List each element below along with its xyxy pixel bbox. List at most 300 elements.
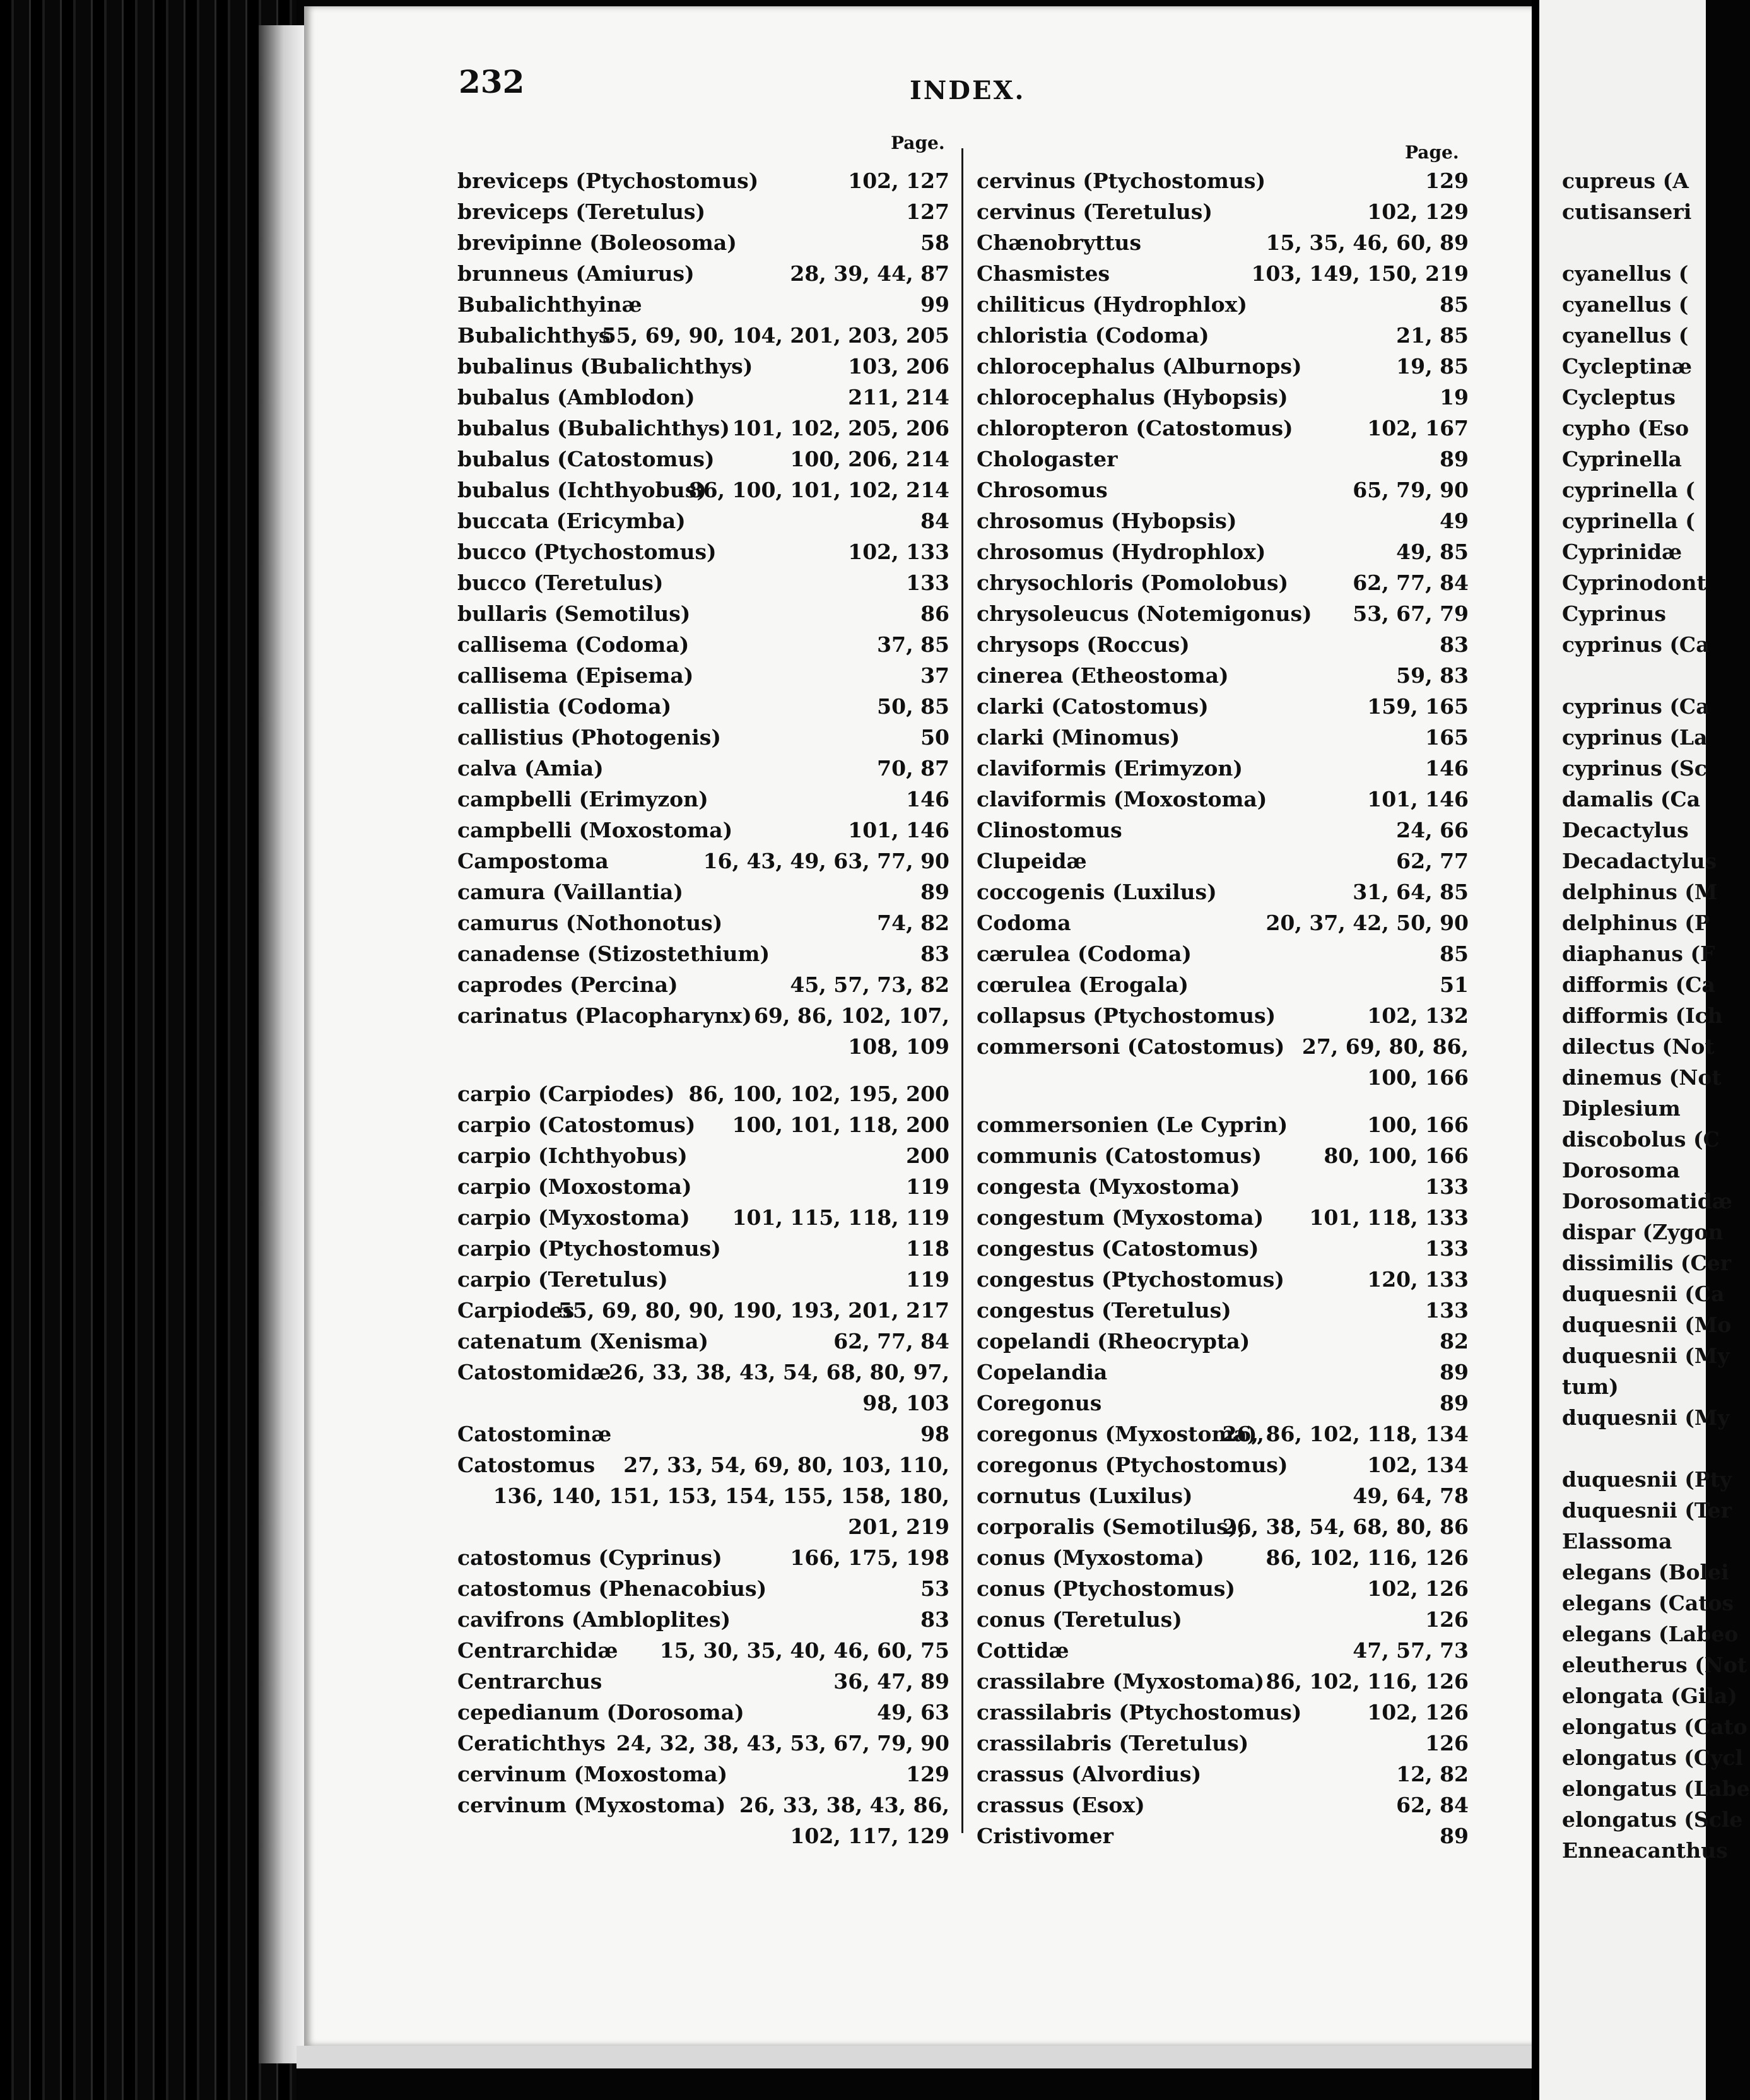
index-entry xyxy=(457,598,949,629)
entry-name: carinatus (Placopharynx) xyxy=(457,1003,752,1028)
next-page-line: damalis (Ca xyxy=(1562,787,1701,811)
next-page-line: Decactylus xyxy=(1562,818,1689,842)
entry-pages: 62, 77, 84 xyxy=(833,1329,949,1354)
entry-pages: 50 xyxy=(920,725,949,750)
entry-name: crassilabris (Ptychostomus) xyxy=(977,1700,1302,1725)
entry-name: copelandi (Rheocrypta) xyxy=(977,1329,1250,1354)
entry-pages: 80, 100, 166 xyxy=(1324,1143,1469,1168)
entry-pages: 159, 165 xyxy=(1367,694,1469,719)
entry-pages: 37, 85 xyxy=(877,632,949,657)
index-entry xyxy=(457,320,949,351)
entry-pages: 31, 64, 85 xyxy=(1353,880,1469,904)
entry-name: claviformis (Moxostoma) xyxy=(977,787,1267,811)
entry-pages: 26, 38, 54, 68, 80, 86 xyxy=(1222,1514,1469,1539)
index-entry xyxy=(457,475,949,505)
index-entry xyxy=(457,846,949,876)
index-entry xyxy=(457,1000,949,1031)
next-page-line: duquesnii (Ter xyxy=(1562,1498,1732,1523)
right-index-column xyxy=(977,165,1469,1851)
entry-pages: 20, 37, 42, 50, 90 xyxy=(1266,911,1469,935)
entry-name: conus (Ptychostomus) xyxy=(977,1576,1236,1601)
entry-pages: 102, 117, 129 xyxy=(790,1824,949,1848)
entry-name: cepedianum (Dorosoma) xyxy=(457,1700,744,1725)
index-entry xyxy=(457,536,949,567)
entry-name: Codoma xyxy=(977,911,1071,935)
index-entry xyxy=(457,227,949,258)
entry-pages: 28, 39, 44, 87 xyxy=(790,261,949,286)
index-entry xyxy=(457,1233,949,1264)
entry-name: congestus (Teretulus) xyxy=(977,1298,1231,1323)
entry-name: carpio (Moxostoma) xyxy=(457,1174,692,1199)
index-entry xyxy=(457,1820,949,1851)
next-page-line: cyprinus (La xyxy=(1562,725,1708,750)
entry-pages: 86, 102, 116, 126 xyxy=(1266,1545,1469,1570)
entry-name: cervinum (Myxostoma) xyxy=(457,1793,726,1817)
entry-name: chrosomus (Hydrophlox) xyxy=(977,540,1266,564)
next-page-line: cyprinus (Sc xyxy=(1562,756,1707,781)
entry-name: carpio (Ichthyobus) xyxy=(457,1143,688,1168)
entry-name: chiliticus (Hydrophlox) xyxy=(977,292,1247,317)
entry-name: coregonus (Myxostoma), xyxy=(977,1422,1264,1446)
next-page-line: dinemus (Not xyxy=(1562,1065,1722,1090)
entry-name: crassilabris (Teretulus) xyxy=(977,1731,1249,1755)
entry-name: congestus (Ptychostomus) xyxy=(977,1267,1284,1292)
next-page-line: elongata (Gila) xyxy=(1562,1684,1737,1708)
index-entry xyxy=(457,691,949,722)
entry-name: catostomus (Phenacobius) xyxy=(457,1576,767,1601)
next-page-line: dispar (Zygon xyxy=(1562,1220,1724,1244)
entry-pages: 100, 101, 118, 200 xyxy=(732,1112,949,1137)
next-page-line: cyanellus ( xyxy=(1562,292,1689,317)
index-entry xyxy=(457,815,949,846)
entry-name: chrysops (Roccus) xyxy=(977,632,1190,657)
entry-name: catostomus (Cyprinus) xyxy=(457,1545,722,1570)
entry-pages: 24, 32, 38, 43, 53, 67, 79, 90 xyxy=(616,1731,949,1755)
entry-name: breviceps (Teretulus) xyxy=(457,199,706,224)
entry-name: crassus (Alvordius) xyxy=(977,1762,1202,1786)
entry-pages: 62, 77 xyxy=(1396,849,1469,873)
next-page-line: elegans (Catos xyxy=(1562,1591,1734,1615)
index-entry xyxy=(977,1388,1469,1419)
entry-pages: 27, 69, 80, 86, xyxy=(1301,1034,1469,1059)
book-spine xyxy=(0,0,297,2100)
entry-pages: 83 xyxy=(920,1607,949,1632)
index-entry xyxy=(977,351,1469,382)
next-page-line: cutisanseri xyxy=(1562,199,1692,224)
index-entry xyxy=(977,1109,1469,1140)
entry-name: campbelli (Moxostoma) xyxy=(457,818,733,842)
index-entry xyxy=(457,1542,949,1573)
entry-name: Catostomus xyxy=(457,1453,596,1477)
index-entry xyxy=(457,969,949,1000)
entry-pages: 89 xyxy=(1440,1360,1469,1384)
entry-name: clarki (Catostomus) xyxy=(977,694,1209,719)
entry-name: chlorocephalus (Hybopsis) xyxy=(977,385,1288,410)
index-entry xyxy=(457,1480,949,1511)
entry-name: callisema (Episema) xyxy=(457,663,694,688)
index-entry xyxy=(977,289,1469,320)
entry-pages: 102, 167 xyxy=(1367,416,1469,440)
entry-pages: 70, 87 xyxy=(877,756,949,781)
entry-pages: 146 xyxy=(1425,756,1469,781)
next-page-line: Cyprinodont xyxy=(1562,570,1706,595)
entry-name: Centrarchus xyxy=(457,1669,602,1694)
entry-pages: 102, 129 xyxy=(1367,199,1469,224)
entry-pages: 86 xyxy=(920,601,949,626)
entry-pages: 129 xyxy=(1425,168,1469,193)
entry-name: chloropteron (Catostomus) xyxy=(977,416,1293,440)
index-entry xyxy=(457,1031,949,1062)
next-page-line: Decadactylus xyxy=(1562,849,1717,873)
entry-pages: 86, 100, 102, 195, 200 xyxy=(688,1082,949,1106)
entry-pages: 120, 133 xyxy=(1367,1267,1469,1292)
entry-name: congestum (Myxostoma) xyxy=(977,1205,1264,1230)
entry-pages: 26, 33, 38, 43, 54, 68, 80, 97, xyxy=(609,1360,949,1384)
entry-name: camura (Vaillantia) xyxy=(457,880,683,904)
index-entry xyxy=(977,1093,1469,1109)
index-entry xyxy=(457,165,949,196)
entry-name: Cottidæ xyxy=(977,1638,1069,1663)
index-entry xyxy=(977,1511,1469,1542)
entry-pages: 166, 175, 198 xyxy=(790,1545,949,1570)
entry-name: claviformis (Erimyzon) xyxy=(977,756,1243,781)
entry-pages: 119 xyxy=(906,1174,949,1199)
index-entry xyxy=(457,289,949,320)
index-entry xyxy=(457,258,949,289)
entry-name: bubalus (Bubalichthys) xyxy=(457,416,730,440)
entry-name: Chasmistes xyxy=(977,261,1110,286)
entry-pages: 49, 63 xyxy=(877,1700,949,1725)
index-entry xyxy=(457,567,949,598)
entry-name: Chænobryttus xyxy=(977,230,1142,255)
index-entry xyxy=(457,1140,949,1171)
entry-name: Bubalichthyinæ xyxy=(457,292,642,317)
entry-name: clarki (Minomus) xyxy=(977,725,1180,750)
index-entry xyxy=(977,1171,1469,1202)
entry-name: carpio (Teretulus) xyxy=(457,1267,668,1292)
entry-pages: 146 xyxy=(906,787,949,811)
entry-name: buccata (Ericymba) xyxy=(457,509,686,533)
entry-name: Catostomidæ xyxy=(457,1360,611,1384)
entry-pages: 102, 132 xyxy=(1367,1003,1469,1028)
entry-pages: 55, 69, 90, 104, 201, 203, 205 xyxy=(601,323,949,348)
entry-pages: 98 xyxy=(920,1422,949,1446)
index-entry xyxy=(457,1388,949,1419)
entry-name: commersoni (Catostomus) xyxy=(977,1034,1285,1059)
index-entry xyxy=(977,1790,1469,1820)
index-entry xyxy=(977,227,1469,258)
entry-pages: 89 xyxy=(1440,1391,1469,1415)
entry-pages: 102, 126 xyxy=(1367,1700,1469,1725)
entry-pages: 200 xyxy=(906,1143,949,1168)
index-entry xyxy=(457,1697,949,1728)
index-entry xyxy=(977,1233,1469,1264)
entry-pages: 165 xyxy=(1425,725,1469,750)
page-edge-shadow xyxy=(259,25,304,2063)
entry-pages: 103, 206 xyxy=(848,354,949,379)
entry-name: Chrosomus xyxy=(977,478,1108,502)
next-page-line: diaphanus (F xyxy=(1562,941,1715,966)
next-page-line: elongatus (Cycl xyxy=(1562,1745,1743,1770)
index-entry xyxy=(977,1697,1469,1728)
next-page-line: tum) xyxy=(1562,1374,1619,1399)
entry-pages: 101, 146 xyxy=(848,818,949,842)
next-page-line: duquesnii (Pty xyxy=(1562,1467,1732,1492)
index-entry xyxy=(457,1759,949,1790)
next-page-line: elongatus (Cato xyxy=(1562,1714,1747,1739)
entry-name: Coregonus xyxy=(977,1391,1102,1415)
page-number: 232 xyxy=(459,63,525,100)
entry-pages: 133 xyxy=(1425,1298,1469,1323)
page-bottom-edge xyxy=(297,2046,1539,2068)
entry-pages: 65, 79, 90 xyxy=(1353,478,1469,502)
next-page-line: cyprinus (Ca xyxy=(1562,694,1710,719)
index-entry xyxy=(977,258,1469,289)
entry-pages: 47, 57, 73 xyxy=(1353,1638,1469,1663)
entry-pages: 49 xyxy=(1440,509,1469,533)
next-page-line: dissimilis (Cer xyxy=(1562,1251,1732,1275)
entry-name: carpio (Catostomus) xyxy=(457,1112,696,1137)
entry-name: Bubalichthys xyxy=(457,323,611,348)
index-entry xyxy=(977,815,1469,846)
index-entry xyxy=(977,876,1469,907)
entry-pages: 53 xyxy=(920,1576,949,1601)
entry-name: congestus (Catostomus) xyxy=(977,1236,1259,1261)
next-page-line: elegans (Labeo xyxy=(1562,1622,1739,1646)
index-entry xyxy=(457,907,949,938)
entry-name: Cristivomer xyxy=(977,1824,1114,1848)
next-page-line: Diplesium xyxy=(1562,1096,1681,1121)
entry-name: cærulea (Codoma) xyxy=(977,941,1192,966)
next-page-line: cyanellus ( xyxy=(1562,261,1689,286)
entry-pages: 102, 133 xyxy=(848,540,949,564)
index-entry xyxy=(457,1573,949,1604)
entry-name: canadense (Stizostethium) xyxy=(457,941,770,966)
index-entry xyxy=(457,382,949,413)
index-entry xyxy=(457,444,949,475)
entry-name: bubalus (Catostomus) xyxy=(457,447,715,471)
entry-name: callistius (Photogenis) xyxy=(457,725,721,750)
index-entry xyxy=(977,320,1469,351)
entry-pages: 50, 85 xyxy=(877,694,949,719)
index-entry xyxy=(977,1604,1469,1635)
entry-pages: 136, 140, 151, 153, 154, 155, 158, 180, xyxy=(493,1484,949,1508)
next-page-line: elegans (Bolei xyxy=(1562,1560,1729,1584)
next-page-line: cupreus (A xyxy=(1562,168,1689,193)
index-entry xyxy=(977,846,1469,876)
entry-name: cavifrons (Ambloplites) xyxy=(457,1607,731,1632)
entry-name: chrysoleucus (Notemigonus) xyxy=(977,601,1312,626)
entry-pages: 49, 64, 78 xyxy=(1353,1484,1469,1508)
entry-name: conus (Teretulus) xyxy=(977,1607,1182,1632)
index-entry xyxy=(977,1573,1469,1604)
entry-name: Chologaster xyxy=(977,447,1118,471)
index-entry xyxy=(977,1419,1469,1449)
entry-pages: 201, 219 xyxy=(848,1514,949,1539)
next-page-line: delphinus (M xyxy=(1562,880,1718,904)
entry-pages: 51 xyxy=(1440,972,1469,997)
index-entry xyxy=(977,598,1469,629)
entry-pages: 62, 84 xyxy=(1396,1793,1469,1817)
entry-pages: 62, 77, 84 xyxy=(1353,570,1469,595)
next-page-line: cyprinus (Ca xyxy=(1562,632,1710,657)
index-entry xyxy=(457,1666,949,1697)
entry-name: Catostominæ xyxy=(457,1422,612,1446)
index-entry xyxy=(977,567,1469,598)
entry-name: cornutus (Luxilus) xyxy=(977,1484,1193,1508)
index-entry xyxy=(977,1728,1469,1759)
entry-pages: 101, 102, 205, 206 xyxy=(732,416,949,440)
next-page-line: elongatus (Scle xyxy=(1562,1807,1743,1832)
index-entry xyxy=(977,413,1469,444)
index-entry xyxy=(457,1264,949,1295)
index-entry xyxy=(977,907,1469,938)
entry-name: cinerea (Etheostoma) xyxy=(977,663,1229,688)
entry-pages: 102, 134 xyxy=(1367,1453,1469,1477)
index-entry xyxy=(977,1357,1469,1388)
entry-name: Centrarchidæ xyxy=(457,1638,618,1663)
next-page-line: cypho (Eso xyxy=(1562,416,1689,440)
entry-name: cervinus (Teretulus) xyxy=(977,199,1213,224)
running-head: INDEX. xyxy=(910,76,1026,105)
index-entry xyxy=(457,505,949,536)
next-page-line: duquesnii (Mo xyxy=(1562,1312,1732,1337)
entry-pages: 118 xyxy=(906,1236,949,1261)
index-entry xyxy=(977,1031,1469,1062)
next-page-fragment xyxy=(1539,0,1750,2100)
entry-pages: 49, 85 xyxy=(1396,540,1469,564)
entry-pages: 83 xyxy=(920,941,949,966)
entry-pages: 89 xyxy=(1440,447,1469,471)
entry-name: Clupeidæ xyxy=(977,849,1087,873)
next-page-line: Cycleptus xyxy=(1562,385,1676,410)
entry-pages: 98, 103 xyxy=(862,1391,949,1415)
index-entry xyxy=(457,196,949,227)
index-page xyxy=(304,6,1532,2046)
next-page-line: Cycleptinæ xyxy=(1562,354,1693,379)
next-page-line: eleutherus (Not xyxy=(1562,1653,1747,1677)
index-entry xyxy=(457,1728,949,1759)
entry-name: callisema (Codoma) xyxy=(457,632,690,657)
entry-pages: 19 xyxy=(1440,385,1469,410)
index-entry xyxy=(977,165,1469,196)
entry-pages: 53, 67, 79 xyxy=(1353,601,1469,626)
entry-name: chlorocephalus (Alburnops) xyxy=(977,354,1302,379)
index-entry xyxy=(977,1666,1469,1697)
entry-pages: 58 xyxy=(920,230,949,255)
entry-name: cervinus (Ptychostomus) xyxy=(977,168,1266,193)
next-page-line: duquesnii (Ca xyxy=(1562,1282,1725,1306)
index-entry xyxy=(977,1820,1469,1851)
index-entry xyxy=(457,722,949,753)
entry-pages: 133 xyxy=(1425,1236,1469,1261)
entry-pages: 126 xyxy=(1425,1731,1469,1755)
entry-name: bubalinus (Bubalichthys) xyxy=(457,354,753,379)
index-entry xyxy=(977,691,1469,722)
index-entry xyxy=(977,1480,1469,1511)
next-page-line: elongatus (Labe xyxy=(1562,1776,1750,1801)
index-entry xyxy=(977,1449,1469,1480)
index-entry xyxy=(977,784,1469,815)
next-page-line: difformis (Ca xyxy=(1562,972,1715,997)
entry-pages: 26, 86, 102, 118, 134 xyxy=(1222,1422,1469,1446)
entry-name: Clinostomus xyxy=(977,818,1122,842)
index-entry xyxy=(977,753,1469,784)
entry-pages: 108, 109 xyxy=(848,1034,949,1059)
entry-name: caprodes (Percina) xyxy=(457,972,678,997)
entry-name: breviceps (Ptychostomus) xyxy=(457,168,759,193)
index-entry xyxy=(977,382,1469,413)
column-divider xyxy=(961,148,963,1833)
entry-pages: 101, 146 xyxy=(1367,787,1469,811)
entry-pages: 16, 43, 49, 63, 77, 90 xyxy=(703,849,949,873)
index-entry xyxy=(977,1759,1469,1790)
index-entry xyxy=(977,1062,1469,1093)
entry-name: crassilabre (Myxostoma) xyxy=(977,1669,1265,1694)
next-page-line: difformis (Ich xyxy=(1562,1003,1723,1028)
index-entry xyxy=(977,1635,1469,1666)
entry-pages: 15, 35, 46, 60, 89 xyxy=(1266,230,1469,255)
entry-pages: 86, 102, 116, 126 xyxy=(1266,1669,1469,1694)
entry-pages: 100, 166 xyxy=(1367,1065,1469,1090)
entry-name: chloristia (Codoma) xyxy=(977,323,1209,348)
entry-pages: 82 xyxy=(1440,1329,1469,1354)
index-entry xyxy=(457,1295,949,1326)
entry-pages: 101, 118, 133 xyxy=(1309,1205,1469,1230)
entry-name: communis (Catostomus) xyxy=(977,1143,1262,1168)
entry-name: bullaris (Semotilus) xyxy=(457,601,691,626)
entry-name: callistia (Codoma) xyxy=(457,694,672,719)
index-entry xyxy=(457,753,949,784)
entry-name: cervinum (Moxostoma) xyxy=(457,1762,728,1786)
next-page-line: dilectus (Not xyxy=(1562,1034,1715,1059)
entry-name: congesta (Myxostoma) xyxy=(977,1174,1240,1199)
entry-pages: 126 xyxy=(1425,1607,1469,1632)
entry-name: conus (Myxostoma) xyxy=(977,1545,1204,1570)
index-entry xyxy=(977,629,1469,660)
index-entry xyxy=(457,413,949,444)
index-entry xyxy=(977,1542,1469,1573)
entry-pages: 85 xyxy=(1440,292,1469,317)
entry-pages: 26, 33, 38, 43, 86, xyxy=(739,1793,949,1817)
entry-name: coregonus (Ptychostomus) xyxy=(977,1453,1288,1477)
next-page-line: Elassoma xyxy=(1562,1529,1672,1554)
entry-name: brevipinne (Boleosoma) xyxy=(457,230,737,255)
index-entry xyxy=(977,1295,1469,1326)
next-page-line: Cyprinella xyxy=(1562,447,1682,471)
index-entry xyxy=(457,1202,949,1233)
index-entry xyxy=(457,1604,949,1635)
index-entry xyxy=(457,1357,949,1388)
index-entry xyxy=(977,444,1469,475)
index-entry xyxy=(977,536,1469,567)
index-entry xyxy=(977,938,1469,969)
entry-name: chrosomus (Hybopsis) xyxy=(977,509,1237,533)
left-index-column xyxy=(457,165,949,1851)
next-page-line: cyprinella ( xyxy=(1562,509,1695,533)
entry-pages: 15, 30, 35, 40, 46, 60, 75 xyxy=(659,1638,949,1663)
index-entry xyxy=(977,196,1469,227)
entry-name: brunneus (Amiurus) xyxy=(457,261,695,286)
entry-name: corporalis (Semotilus), xyxy=(977,1514,1245,1539)
index-entry xyxy=(457,1790,949,1820)
entry-pages: 211, 214 xyxy=(848,385,949,410)
entry-pages: 102, 127 xyxy=(848,168,949,193)
entry-pages: 19, 85 xyxy=(1396,354,1469,379)
entry-name: bubalus (Amblodon) xyxy=(457,385,695,410)
entry-pages: 89 xyxy=(1440,1824,1469,1848)
entry-pages: 83 xyxy=(1440,632,1469,657)
